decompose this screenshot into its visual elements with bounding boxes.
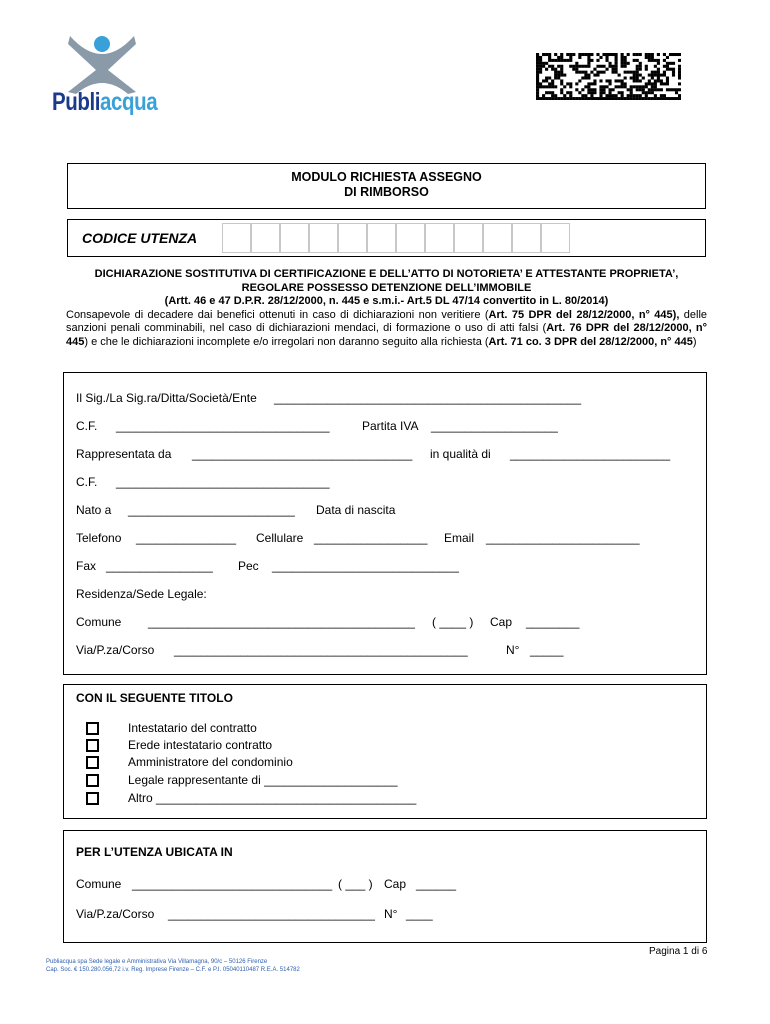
utenza-numero-label: N° <box>384 907 398 921</box>
cap-label: Cap <box>490 615 513 629</box>
codice-utenza-box <box>67 219 706 257</box>
telefono-field[interactable]: _______________ <box>136 531 237 545</box>
qualita-field[interactable]: ________________________ <box>510 447 671 461</box>
partita-iva-label: Partita IVA <box>362 419 419 433</box>
nominativo-field[interactable]: ______________________________________________ <box>274 391 581 405</box>
utenza-comune-field[interactable]: ______________________________ <box>132 877 333 891</box>
telefono-label: Telefono <box>76 531 122 545</box>
checkbox-icon[interactable] <box>86 774 99 787</box>
titolo-box: CON IL SEGUENTE TITOLO Intestatario del contratto Erede intestatario contratto Amministratore del condominio Legale rappresentante di ____________________ Altro _______________________________________ <box>63 684 707 819</box>
provincia-field[interactable]: ( ____ ) <box>432 615 474 629</box>
checkbox-icon[interactable] <box>86 722 99 735</box>
form-title-box <box>67 163 706 209</box>
codice-utenza-cell[interactable] <box>309 223 338 253</box>
cellulare-label: Cellulare <box>256 531 304 545</box>
cellulare-field[interactable]: _________________ <box>314 531 428 545</box>
numero-label: N° <box>506 643 520 657</box>
cf-field[interactable]: ________________________________ <box>116 419 330 433</box>
utenza-via-label: Via/P.za/Corso <box>76 907 155 921</box>
comune-label: Comune <box>76 615 122 629</box>
declaration-body: Consapevole di decadere dai benefici ottenuti in caso di dichiarazioni non veritiere (Art. 75 DPR del 28/12/2000, n° 445), delle sanzioni penali comminabili, nel caso di dichiarazioni mendaci, di formazione o uso di atti falsi (Art. 76 DPR del 28/12/2000, n° 445) e che le dichiarazioni incomplete e/o irregolari non daranno seguito alla richiesta (Art. 71 co. 3 DPR del 28/12/2000, n° 445) <box>66 308 708 348</box>
codice-utenza-cell[interactable] <box>425 223 454 253</box>
email-label: Email <box>444 531 475 545</box>
codice-utenza-cell[interactable] <box>367 223 396 253</box>
codice-utenza-cell[interactable] <box>483 223 512 253</box>
utenza-via-field[interactable]: _______________________________ <box>168 907 375 921</box>
codice-utenza-cell[interactable] <box>512 223 541 253</box>
utenza-numero-field[interactable]: ____ <box>406 907 433 921</box>
codice-utenza-cell[interactable] <box>541 223 570 253</box>
declaration <box>66 268 707 349</box>
checkbox-icon[interactable] <box>86 739 99 752</box>
form-title-line1: MODULO RICHIESTA ASSEGNO <box>291 170 482 184</box>
via-label: Via/P.za/Corso <box>76 643 155 657</box>
residenza-label: Residenza/Sede Legale: <box>76 587 207 601</box>
titolo-heading: CON IL SEGUENTE TITOLO <box>76 691 233 705</box>
codice-utenza-label: CODICE UTENZA <box>82 230 198 246</box>
company-footer <box>46 958 300 974</box>
codice-utenza-cell[interactable] <box>222 223 251 253</box>
codice-utenza-cell[interactable] <box>251 223 280 253</box>
checkbox-icon[interactable] <box>86 756 99 769</box>
codice-utenza-cells[interactable] <box>222 223 570 253</box>
rappresentata-field[interactable]: _________________________________ <box>192 447 413 461</box>
fax-field[interactable]: ________________ <box>106 559 213 573</box>
comune-field[interactable]: ________________________________________ <box>148 615 415 629</box>
nominativo-label: Il Sig./La Sig.ra/Ditta/Società/Ente <box>76 391 257 405</box>
fax-label: Fax <box>76 559 97 573</box>
barcode-icon <box>536 53 681 100</box>
brand-name: Publiacqua <box>52 88 158 116</box>
nato-field[interactable]: _________________________ <box>128 503 295 517</box>
declaration-heading-3: (Artt. 46 e 47 D.P.R. 28/12/2000, n. 445 e s.m.i.- Art.5 DL 47/14 convertito in L. 80/2014) <box>164 295 609 307</box>
pec-label: Pec <box>238 559 259 573</box>
via-field[interactable]: ____________________________________________ <box>174 643 468 657</box>
utenza-box <box>63 830 707 943</box>
footer-line-1: Publiacqua spa Sede legale e Amministrativa Via Villamagna, 90/c – 50126 Firenze <box>46 959 268 965</box>
codice-utenza-cell[interactable] <box>396 223 425 253</box>
utenza-heading: PER L’UTENZA UBICATA IN <box>76 845 233 859</box>
declaration-heading-1: DICHIARAZIONE SOSTITUTIVA DI CERTIFICAZIONE E DELL’ATTO DI NOTORIETA’ E ATTESTANTE PROPRIETA’, <box>94 268 679 280</box>
publiacqua-logo-icon <box>62 32 142 94</box>
codice-utenza-cell[interactable] <box>338 223 367 253</box>
utenza-comune-label: Comune <box>76 877 122 891</box>
declaration-heading-2: REGOLARE POSSESSO DETENZIONE DELL’IMMOBILE <box>241 281 532 294</box>
utenza-cap-field[interactable]: ______ <box>416 877 457 891</box>
qualita-label: in qualità di <box>430 447 491 461</box>
partita-iva-field[interactable]: ___________________ <box>431 419 558 433</box>
rappresentata-label: Rappresentata da <box>76 447 172 461</box>
utenza-provincia-field[interactable]: ( ___ ) <box>338 877 373 891</box>
cf-label: C.F. <box>76 419 98 433</box>
page-number: Pagina 1 di 6 <box>649 946 708 957</box>
utenza-cap-label: Cap <box>384 877 407 891</box>
form-title-line2: DI RIMBORSO <box>344 185 429 199</box>
checkbox-icon[interactable] <box>86 792 99 805</box>
cap-field[interactable]: ________ <box>526 615 580 629</box>
pec-field[interactable]: ____________________________ <box>272 559 459 573</box>
footer-line-2: Cap. Soc. € 150.280.056,72 i.v. Reg. Imprese Firenze – C.F. e P.I. 05040110487 R.E.A. 514782 <box>46 967 300 973</box>
cf-2-label: C.F. <box>76 475 98 489</box>
numero-field[interactable]: _____ <box>530 643 564 657</box>
nato-label: Nato a <box>76 503 112 517</box>
codice-utenza-cell[interactable] <box>280 223 309 253</box>
personal-data-box <box>63 372 707 675</box>
cf-2-field[interactable]: ________________________________ <box>116 475 330 489</box>
email-field[interactable]: _______________________ <box>486 531 640 545</box>
data-nascita-label: Data di nascita <box>316 503 396 517</box>
codice-utenza-cell[interactable] <box>454 223 483 253</box>
